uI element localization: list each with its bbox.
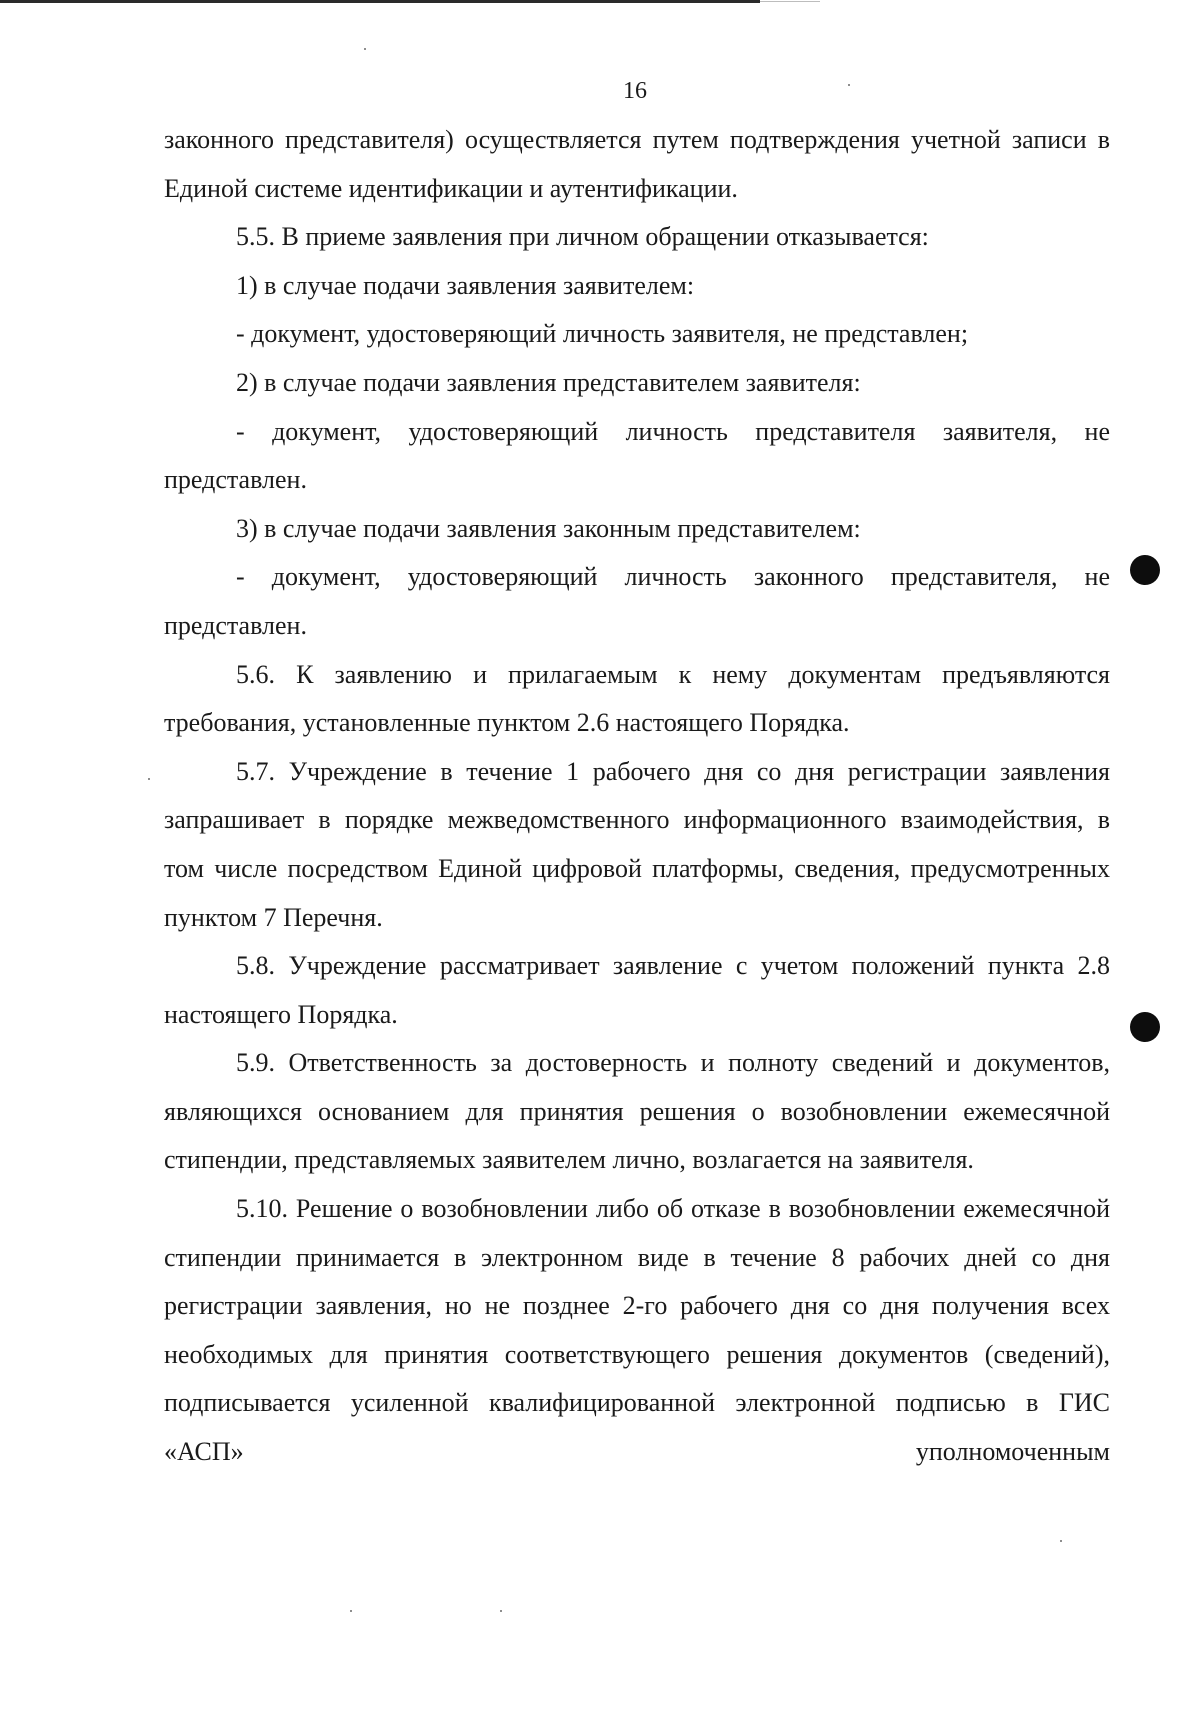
- scan-speck: [848, 84, 850, 86]
- paragraph: - документ, удостоверяющий личность законного представителя, не представлен.: [164, 562, 1110, 640]
- scan-speck: [350, 1610, 352, 1612]
- scan-speck: [500, 1610, 502, 1612]
- paragraph: 2) в случае подачи заявления представителем заявителя:: [236, 367, 861, 397]
- top-scan-border-faint: [760, 1, 820, 2]
- paragraph: 5.6. К заявлению и прилагаемым к нему документам предъявляются требования, установленные пунктом 2.6 настоящего Порядка.: [164, 659, 1110, 738]
- paragraph: 1) в случае подачи заявления заявителем:: [236, 270, 695, 300]
- hole-punch-mark-upper: [1130, 555, 1160, 585]
- document-body: [164, 116, 1110, 1477]
- paragraph: 5.5. В приеме заявления при личном обращении отказывается:: [236, 222, 929, 252]
- scan-speck: [364, 48, 366, 50]
- paragraph: законного представителя) осуществляется путем подтверждения учетной записи в Единой системе идентификации и аутентификации.: [164, 125, 1110, 203]
- paragraph: 3) в случае подачи заявления законным представителем:: [236, 513, 861, 543]
- scan-speck: [148, 778, 150, 780]
- page-number: 16: [623, 78, 647, 104]
- paragraph: 5.8. Учреждение рассматривает заявление с учетом положений пункта 2.8 настоящего Порядка.: [164, 951, 1110, 1029]
- paragraph: 5.9. Ответственность за достоверность и полноту сведений и документов, являющихся основанием для принятия решения о возобновлении ежемесячной стипендии, представляемых заявителем лично, возлагается на заявителя.: [164, 1048, 1110, 1175]
- paragraph: 5.7. Учреждение в течение 1 рабочего дня со дня регистрации заявления запрашивает в порядке межведомственного информационного взаимодействия, в том числе посредством Единой цифровой платформы, сведения, предусмотренных пунктом 7 Перечня.: [164, 756, 1110, 932]
- paragraph: - документ, удостоверяющий личность представителя заявителя, не представлен.: [164, 416, 1110, 495]
- paragraph: 5.10. Решение о возобновлении либо об отказе в возобновлении ежемесячной стипендии принимается в электронном виде в течение 8 рабочих дней со дня регистрации заявления, но не позднее 2-го рабочего дня со дня получения всех необходимых для принятия соответствующего решения документов (сведений), подписывается усиленной квалифицированной электронной подписью в ГИС «АСП» уполномоченным: [164, 1194, 1110, 1467]
- scan-speck: [1060, 1540, 1062, 1542]
- top-scan-border: [0, 0, 760, 3]
- paragraph: - документ, удостоверяющий личность заявителя, не представлен;: [236, 319, 969, 349]
- hole-punch-mark-lower: [1130, 1012, 1160, 1042]
